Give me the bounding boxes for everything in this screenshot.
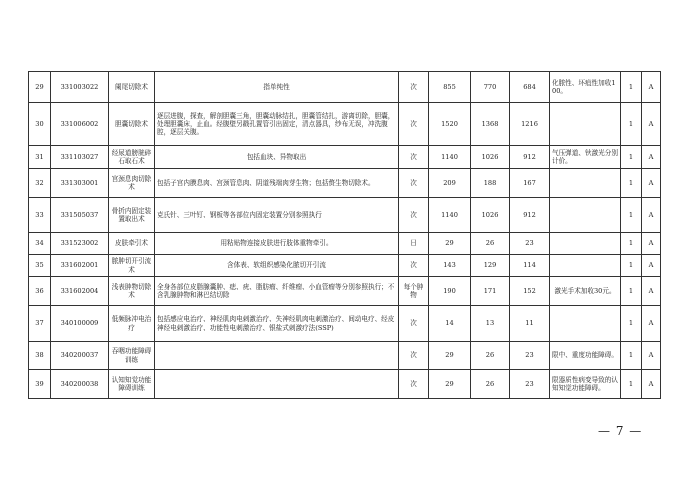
category-cell: A <box>642 342 661 370</box>
note-cell <box>550 306 621 342</box>
level-cell: 1 <box>621 169 642 198</box>
level-cell: 1 <box>621 233 642 255</box>
item-code-cell: 331006002 <box>51 103 109 146</box>
price-2-cell: 171 <box>471 277 510 306</box>
unit-cell: 次 <box>399 342 429 370</box>
item-content-cell: 全身各部位皮脂腺囊肿、痣、疣、脂肪瘤、纤维瘤、小血管瘤等分别参照执行；不含乳腺肿物和淋巴结切除 <box>155 277 399 306</box>
note-cell <box>550 198 621 233</box>
unit-cell: 日 <box>399 233 429 255</box>
price-3-cell: 912 <box>510 198 550 233</box>
category-cell: A <box>642 306 661 342</box>
item-code-cell: 331103027 <box>51 146 109 169</box>
item-code-cell: 331505037 <box>51 198 109 233</box>
price-2-cell: 26 <box>471 370 510 399</box>
table-row <box>29 342 661 370</box>
unit-cell: 每个肿物 <box>399 277 429 306</box>
table-row <box>29 146 661 169</box>
price-2-cell: 188 <box>471 169 510 198</box>
item-content-cell: 包括血块、异物取出 <box>155 146 399 169</box>
price-1-cell: 1520 <box>429 103 471 146</box>
item-content-cell: 逐层进腹，探查，解剖胆囊三角，胆囊动脉结扎，胆囊管结扎，游离切除，胆囊，处理胆囊床，止血。经腹壁另戳孔置管引出固定，清点器具，纱布无误，冲洗腹腔，逐层关腹。 <box>155 103 399 146</box>
item-code-cell: 340100009 <box>51 306 109 342</box>
item-name-cell: 胆囊切除术 <box>109 103 155 146</box>
level-cell: 1 <box>621 306 642 342</box>
price-2-cell: 26 <box>471 233 510 255</box>
level-cell: 1 <box>621 255 642 277</box>
item-name-cell: 骨折内固定装置取出术 <box>109 198 155 233</box>
item-name-cell: 低频脉冲电治疗 <box>109 306 155 342</box>
item-code-cell: 340200037 <box>51 342 109 370</box>
category-cell: A <box>642 169 661 198</box>
item-code-cell: 331602004 <box>51 277 109 306</box>
unit-cell: 次 <box>399 370 429 399</box>
price-1-cell: 29 <box>429 233 471 255</box>
table-row <box>29 103 661 146</box>
note-cell: 限中、重度功能障碍。 <box>550 342 621 370</box>
note-cell: 气压弹道、钬激光分别计价。 <box>550 146 621 169</box>
table-row <box>29 277 661 306</box>
item-name-cell: 阑尾切除术 <box>109 72 155 103</box>
level-cell: 1 <box>621 198 642 233</box>
table-row <box>29 233 661 255</box>
price-1-cell: 190 <box>429 277 471 306</box>
unit-cell: 次 <box>399 103 429 146</box>
row-number-cell: 34 <box>29 233 51 255</box>
item-code-cell: 331303001 <box>51 169 109 198</box>
unit-cell: 次 <box>399 169 429 198</box>
price-2-cell: 1368 <box>471 103 510 146</box>
price-3-cell: 1216 <box>510 103 550 146</box>
category-cell: A <box>642 146 661 169</box>
item-name-cell: 宫颈息肉切除术 <box>109 169 155 198</box>
category-cell: A <box>642 370 661 399</box>
item-content-cell: 包括子宫内膜息肉、宫颈管息肉、阴道残端肉芽生物；包括赘生物切除术。 <box>155 169 399 198</box>
price-2-cell: 1026 <box>471 146 510 169</box>
row-number-cell: 31 <box>29 146 51 169</box>
item-content-cell: 含体表、软组织感染化脓切开引流 <box>155 255 399 277</box>
level-cell: 1 <box>621 146 642 169</box>
table-row <box>29 306 661 342</box>
price-1-cell: 209 <box>429 169 471 198</box>
table-row <box>29 72 661 103</box>
category-cell: A <box>642 255 661 277</box>
item-name-cell: 脓肿切开引流术 <box>109 255 155 277</box>
row-number-cell: 33 <box>29 198 51 233</box>
price-2-cell: 770 <box>471 72 510 103</box>
note-cell <box>550 233 621 255</box>
price-1-cell: 1140 <box>429 146 471 169</box>
item-code-cell: 331003022 <box>51 72 109 103</box>
table-row <box>29 255 661 277</box>
unit-cell: 次 <box>399 306 429 342</box>
note-cell <box>550 169 621 198</box>
item-name-cell: 浅表肿物切除术 <box>109 277 155 306</box>
category-cell: A <box>642 233 661 255</box>
table-row <box>29 370 661 399</box>
price-1-cell: 14 <box>429 306 471 342</box>
unit-cell: 次 <box>399 255 429 277</box>
category-cell: A <box>642 277 661 306</box>
note-cell: 激光手术加收30元。 <box>550 277 621 306</box>
item-content-cell: 指单纯性 <box>155 72 399 103</box>
row-number-cell: 35 <box>29 255 51 277</box>
note-cell <box>550 255 621 277</box>
price-2-cell: 129 <box>471 255 510 277</box>
price-3-cell: 23 <box>510 370 550 399</box>
price-3-cell: 152 <box>510 277 550 306</box>
price-2-cell: 1026 <box>471 198 510 233</box>
price-3-cell: 167 <box>510 169 550 198</box>
row-number-cell: 39 <box>29 370 51 399</box>
item-name-cell: 认知知觉功能障碍训练 <box>109 370 155 399</box>
unit-cell: 次 <box>399 198 429 233</box>
row-number-cell: 29 <box>29 72 51 103</box>
item-name-cell: 吞咽功能障碍训练 <box>109 342 155 370</box>
note-cell: 限器质性病变导致的认知知觉功能障碍。 <box>550 370 621 399</box>
price-3-cell: 23 <box>510 233 550 255</box>
table-row <box>29 169 661 198</box>
price-1-cell: 29 <box>429 342 471 370</box>
note-cell: 化脓性、坏疽性加收100。 <box>550 72 621 103</box>
price-2-cell: 13 <box>471 306 510 342</box>
item-name-cell: 经尿道膀胱碎石取石术 <box>109 146 155 169</box>
item-code-cell: 331523002 <box>51 233 109 255</box>
price-1-cell: 29 <box>429 370 471 399</box>
row-number-cell: 30 <box>29 103 51 146</box>
level-cell: 1 <box>621 370 642 399</box>
fee-table <box>28 71 661 399</box>
item-name-cell: 皮肤牵引术 <box>109 233 155 255</box>
row-number-cell: 37 <box>29 306 51 342</box>
price-2-cell: 26 <box>471 342 510 370</box>
item-code-cell: 331602001 <box>51 255 109 277</box>
table-row <box>29 198 661 233</box>
price-3-cell: 114 <box>510 255 550 277</box>
row-number-cell: 38 <box>29 342 51 370</box>
item-content-cell: 用粘贴物连接皮肤进行肢体重物牵引。 <box>155 233 399 255</box>
level-cell: 1 <box>621 277 642 306</box>
row-number-cell: 36 <box>29 277 51 306</box>
level-cell: 1 <box>621 342 642 370</box>
price-3-cell: 11 <box>510 306 550 342</box>
price-1-cell: 143 <box>429 255 471 277</box>
unit-cell: 次 <box>399 146 429 169</box>
price-3-cell: 23 <box>510 342 550 370</box>
item-content-cell <box>155 370 399 399</box>
note-cell <box>550 103 621 146</box>
row-number-cell: 32 <box>29 169 51 198</box>
item-content-cell: 克氏针、三叶钉、钢板等各部位内固定装置分别参照执行 <box>155 198 399 233</box>
page-number: — 7 — <box>598 424 643 438</box>
category-cell: A <box>642 198 661 233</box>
price-1-cell: 855 <box>429 72 471 103</box>
price-3-cell: 912 <box>510 146 550 169</box>
price-1-cell: 1140 <box>429 198 471 233</box>
category-cell: A <box>642 103 661 146</box>
level-cell: 1 <box>621 103 642 146</box>
unit-cell: 次 <box>399 72 429 103</box>
item-code-cell: 340200038 <box>51 370 109 399</box>
item-content-cell: 包括感应电治疗、神经肌肉电刺激治疗、失神经肌肉电刺激治疗、间动电疗、经皮神经电刺激治疗、功能性电刺激治疗、银盐式刺激疗法(SSP) <box>155 306 399 342</box>
item-content-cell <box>155 342 399 370</box>
category-cell: A <box>642 72 661 103</box>
price-3-cell: 684 <box>510 72 550 103</box>
level-cell: 1 <box>621 72 642 103</box>
